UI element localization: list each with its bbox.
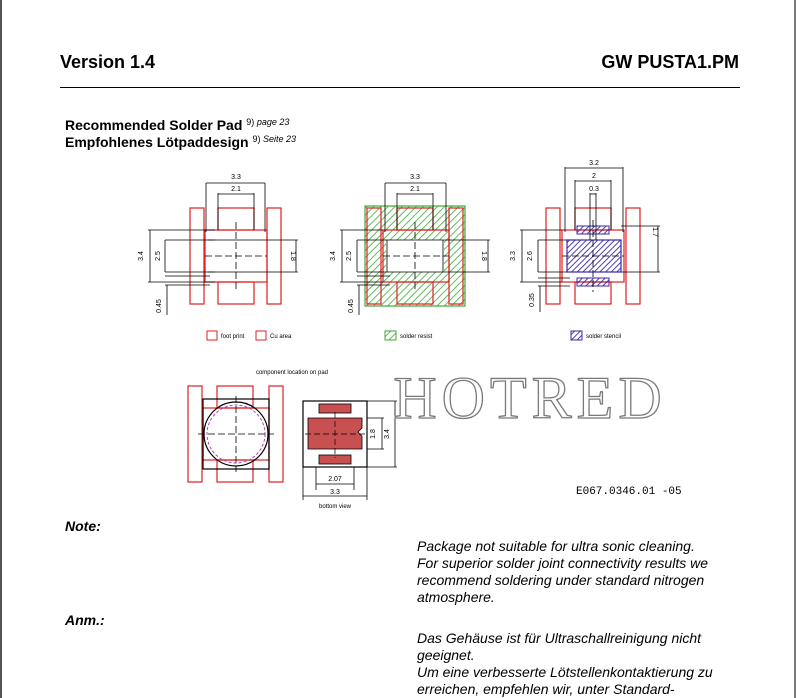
version-label: Version 1.4 [60, 52, 156, 72]
title-de-text: Empfohlenes Lötpaddesign [65, 134, 249, 150]
anm-text [417, 630, 747, 698]
dim-left-right: 1.8 [289, 251, 296, 261]
note-line: atmosphere. [417, 589, 495, 605]
legend-footprint: foot print [221, 334, 245, 340]
legend-resist-swatch [385, 331, 396, 340]
dim-right-top-inner: 0.3 [589, 186, 599, 193]
dim-right-top-outer: 3.2 [589, 160, 599, 167]
dim-left-top-inner: 2.1 [231, 186, 241, 193]
dim-mid-outer: 3.4 [330, 251, 337, 261]
bv-dim-h-inner: 1.8 [370, 429, 377, 439]
bottom-view [303, 401, 397, 510]
anm-line: geeignet. [417, 647, 475, 663]
note-line: For superior solder joint connectivity results we [417, 555, 709, 571]
watermark-text: HOTRED [393, 365, 667, 431]
note-line: Package not suitable for ultra sonic cleaning. [417, 538, 695, 554]
title-de-ref: 9) Seite 23 [252, 134, 297, 144]
anm-line: Um eine verbesserte Lötstellenkontaktierung zu [417, 664, 713, 680]
bv-dim-w-inner: 2.07 [328, 476, 342, 483]
anm-line: Das Gehäuse ist für Ultraschallreinigung nicht [417, 630, 702, 646]
dim-mid-bottom: 0.45 [348, 299, 355, 313]
title-en-text: Recommended Solder Pad [65, 117, 243, 133]
footprint-solder-resist [340, 183, 490, 315]
title-en-ref: 9) page 23 [246, 117, 290, 127]
legend-stencil-swatch [571, 331, 582, 340]
dim-mid-inner: 2.5 [346, 251, 353, 261]
note-label: Note: [65, 518, 101, 534]
part-number: GW PUSTA1.PM [601, 52, 739, 72]
legend-cu-area: Cu area [270, 334, 292, 340]
legend-solder-stencil: solder stencil [586, 334, 622, 340]
component-on-pad [188, 386, 283, 482]
dim-mid-right: 1.8 [480, 251, 487, 261]
dim-right-outer: 3.3 [510, 251, 517, 261]
bottom-view-label: bottom view [318, 504, 352, 510]
dim-mid-top-outer: 3.3 [410, 174, 420, 181]
dim-right-right: 1.7 [651, 227, 658, 237]
dim-left-top-outer: 3.3 [231, 174, 241, 181]
dim-left-inner: 2.5 [155, 251, 162, 261]
dim-right-top-mid: 2 [592, 173, 596, 180]
legend-footprint-swatch [207, 331, 217, 340]
dim-left-bottom: 0.45 [156, 299, 163, 313]
legend-solder-resist: solder resist [400, 334, 433, 340]
dim-mid-top-inner: 2.1 [410, 186, 420, 193]
dim-left-outer: 3.4 [138, 251, 145, 261]
component-location-label: component location on pad [255, 370, 329, 376]
footprint-left [148, 183, 298, 315]
drawing-number: E067.0346.01 -05 [576, 486, 682, 498]
anm-label: Anm.: [65, 612, 105, 628]
dim-right-inner: 2.6 [527, 251, 534, 261]
legend-cu-swatch [256, 331, 266, 340]
note-line: recommend soldering under standard nitrogen [417, 572, 705, 588]
anm-line: erreichen, empfehlen wir, unter Standard- [417, 681, 675, 697]
note-text [417, 538, 747, 606]
bv-dim-w-outer: 3.3 [330, 489, 340, 496]
dim-right-bottom: 0.35 [529, 293, 536, 307]
bv-dim-h-outer: 3.4 [384, 429, 391, 439]
